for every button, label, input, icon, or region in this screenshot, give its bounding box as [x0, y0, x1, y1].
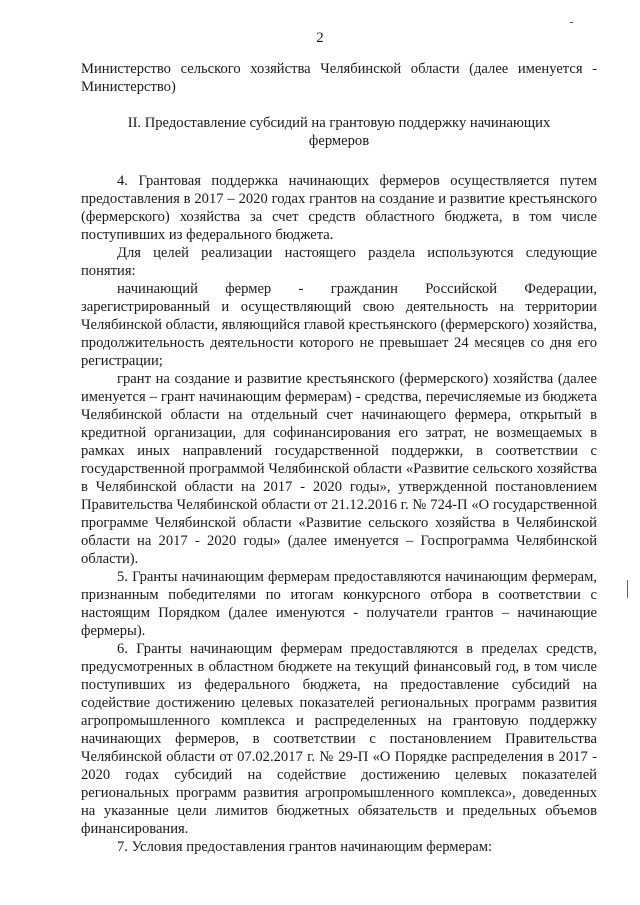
scan-mark: [570, 22, 573, 23]
page-number: 2: [316, 30, 324, 46]
paragraph-4: 4. Грантовая поддержка начинающих фермеров осуществляется путем предоставления в 2017 – 2020 годах грантов на создание и развитие крестьянского (фермерского) хозяйства за счет средств областного бюджета, в том числе поступивших из федерального бюджета.: [81, 173, 597, 243]
paragraph-7: 7. Условия предоставления грантов начинающим фермерам:: [117, 839, 493, 855]
margin-mark: [627, 580, 628, 598]
paragraph-6: 6. Гранты начинающим фермерам предоставляются в пределах средств, предусмотренных в областном бюджете на текущий финансовый год, в том числе поступивших из федерального бюджета, на предоставление субсидий на содействие достижению целевых показателей региональных программ развития агропромышленного комплекса и распределенных на грантовую поддержку начинающих фермеров, в соответствии с постановлением Правительства Челябинской области от 07.02.2017 г. № 29-П «О Порядке распределения в 2017 - 2020 годах субсидий на содействие достижению целевых показателей региональных программ развития агропромышленного комплекса», доведенных на указанные цели лимитов бюджетных обязательств и предельных объемов финансирования.: [81, 641, 597, 837]
paragraph-definition-farmer: начинающий фермер - гражданин Российской Федерации, зарегистрированный и осуществляющий свою деятельность на территории Челябинской области, являющийся главой крестьянского (фермерского) хозяйства, продолжительность деятельности которого не превышает 24 месяцев со дня его регистрации;: [81, 281, 597, 369]
paragraph-definition-grant: грант на создание и развитие крестьянского (фермерского) хозяйства (далее именуется – грант начинающим фермерам) - средства, перечисляемые из бюджета Челябинской области на отдельный счет начинающего фермера, открытый в кредитной организации, для софинансирования его затрат, не возмещаемых в рамках иных направлений государственной поддержки, в соответствии с государственной программой Челябинской области «Развитие сельского хозяйства в Челябинской области на 2017 - 2020 годы», утвержденной постановлением Правительства Челябинской области от 21.12.2016 г. № 724-П «О государственной программе Челябинской области «Развитие сельского хозяйства в Челябинской области на 2017 - 2020 годы» (далее именуется – Госпрограмма Челябинской области).: [81, 371, 597, 567]
document-body: [81, 60, 597, 856]
paragraph-5: 5. Гранты начинающим фермерам предоставляются начинающим фермерам, признанным победителями по итогам конкурсного отбора в соответствии с настоящим Порядком (далее именуются - получатели грантов – начинающие фермеры).: [81, 569, 597, 639]
section-title: II. Предоставление субсидий на грантовую поддержку начинающих фермеров: [127, 115, 551, 149]
paragraph-definitions-intro: Для целей реализации настоящего раздела используются следующие понятия:: [81, 245, 597, 279]
intro-paragraph: Министерство сельского хозяйства Челябинской области (далее именуется - Министерство): [81, 61, 597, 95]
